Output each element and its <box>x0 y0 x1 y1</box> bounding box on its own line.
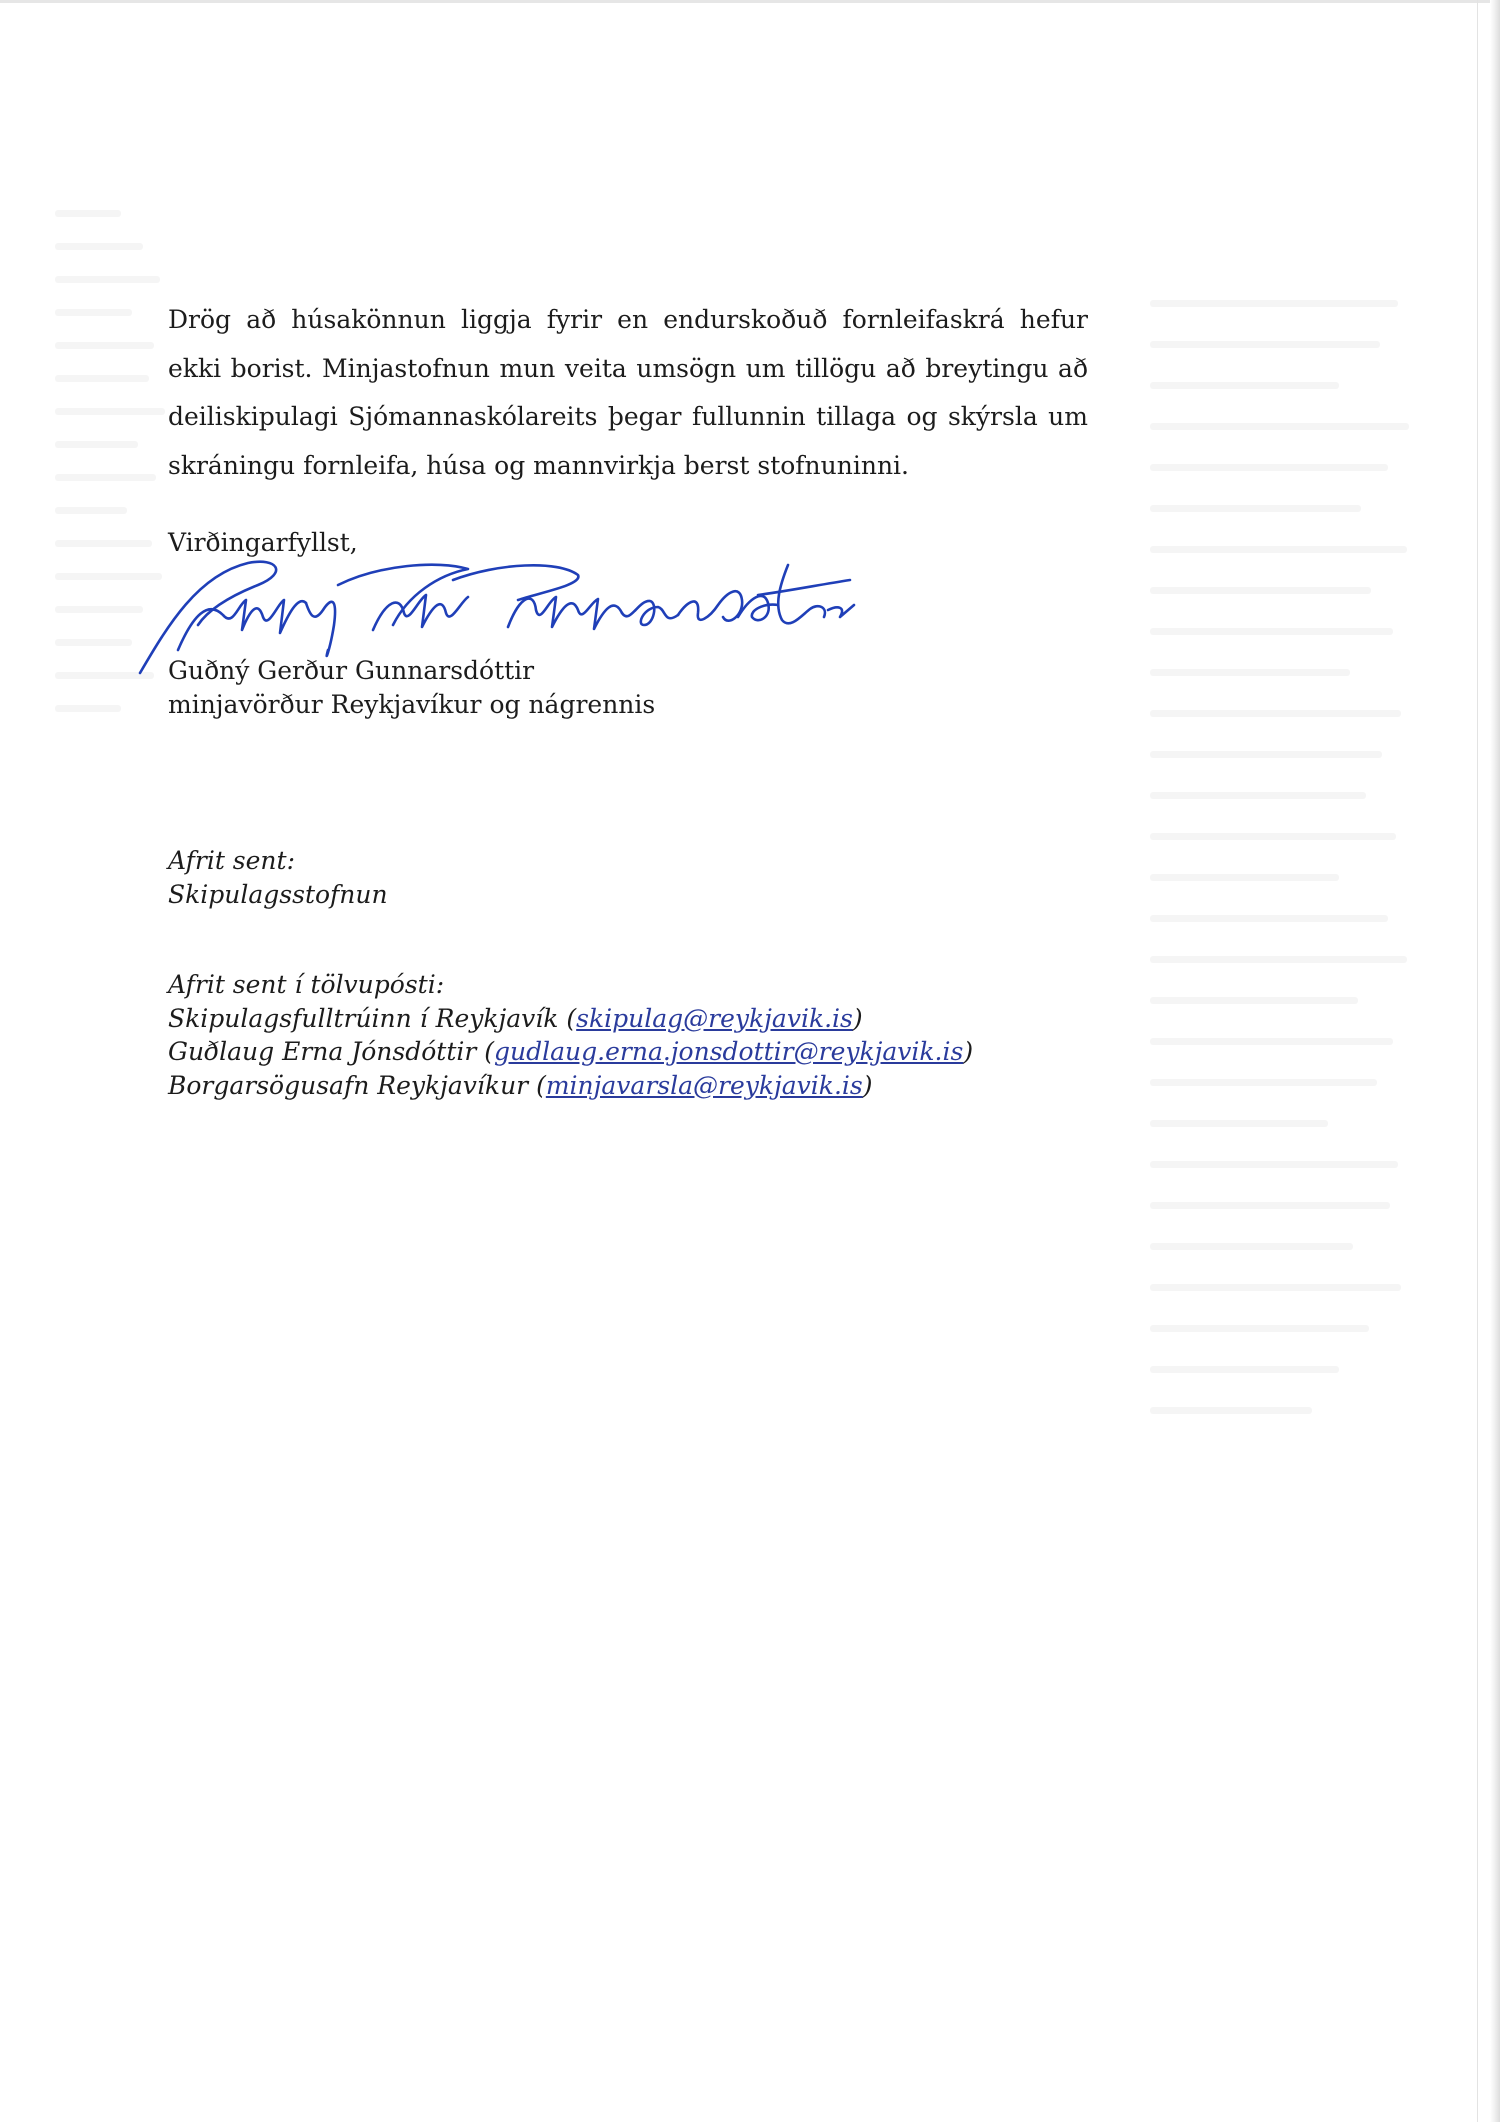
copy-recipient: Skipulagsstofnun <box>168 879 388 909</box>
page-top-edge <box>0 0 1500 3</box>
letter-closing: Virðingarfyllst, <box>168 528 358 557</box>
email-link[interactable]: gudlaug.erna.jonsdottir@reykjavik.is <box>494 1037 964 1066</box>
email-recipient: Skipulagsfulltrúinn í Reykjavík (skipulag@reykjavik.is) <box>168 1003 863 1033</box>
page-right-border-line <box>1477 0 1478 2122</box>
reverse-side-bleed-right <box>1150 300 1420 1448</box>
recipient-name: Guðlaug Erna Jónsdóttir <box>168 1037 477 1066</box>
recipient-name: Borgarsögusafn Reykjavíkur <box>168 1070 529 1100</box>
email-recipient: Guðlaug Erna Jónsdóttir (gudlaug.erna.jonsdottir@reykjavik.is) <box>168 1037 974 1066</box>
signer-name: Guðný Gerður Gunnarsdóttir <box>168 656 535 685</box>
email-link[interactable]: skipulag@reykjavik.is <box>576 1003 853 1033</box>
copy-heading: Afrit sent: <box>168 846 296 875</box>
email-recipient: Borgarsögusafn Reykjavíkur (minjavarsla@reykjavik.is) <box>168 1070 873 1100</box>
signer-title: minjavörður Reykjavíkur og nágrennis <box>168 690 656 719</box>
page-right-shadow <box>1490 0 1500 2122</box>
email-link[interactable]: minjavarsla@reykjavik.is <box>545 1070 863 1100</box>
email-copy-heading: Afrit sent í tölvupósti: <box>168 970 445 999</box>
letter-body-paragraph: Drög að húsakönnun liggja fyrir en endurskoðuð fornleifaskrá hefur ekki borist. Minjastofnun mun veita umsögn um tillögu að breytingu að deiliskipulagi Sjómannaskólareits þegar fullunnin tillaga og skýrsla um skráningu fornleifa, húsa og mannvirkja berst stofnuninni. <box>168 305 1088 480</box>
copy-recipients-block <box>168 844 388 911</box>
email-copy-block <box>168 968 973 1102</box>
recipient-name: Skipulagsfulltrúinn í Reykjavík <box>168 1003 559 1033</box>
